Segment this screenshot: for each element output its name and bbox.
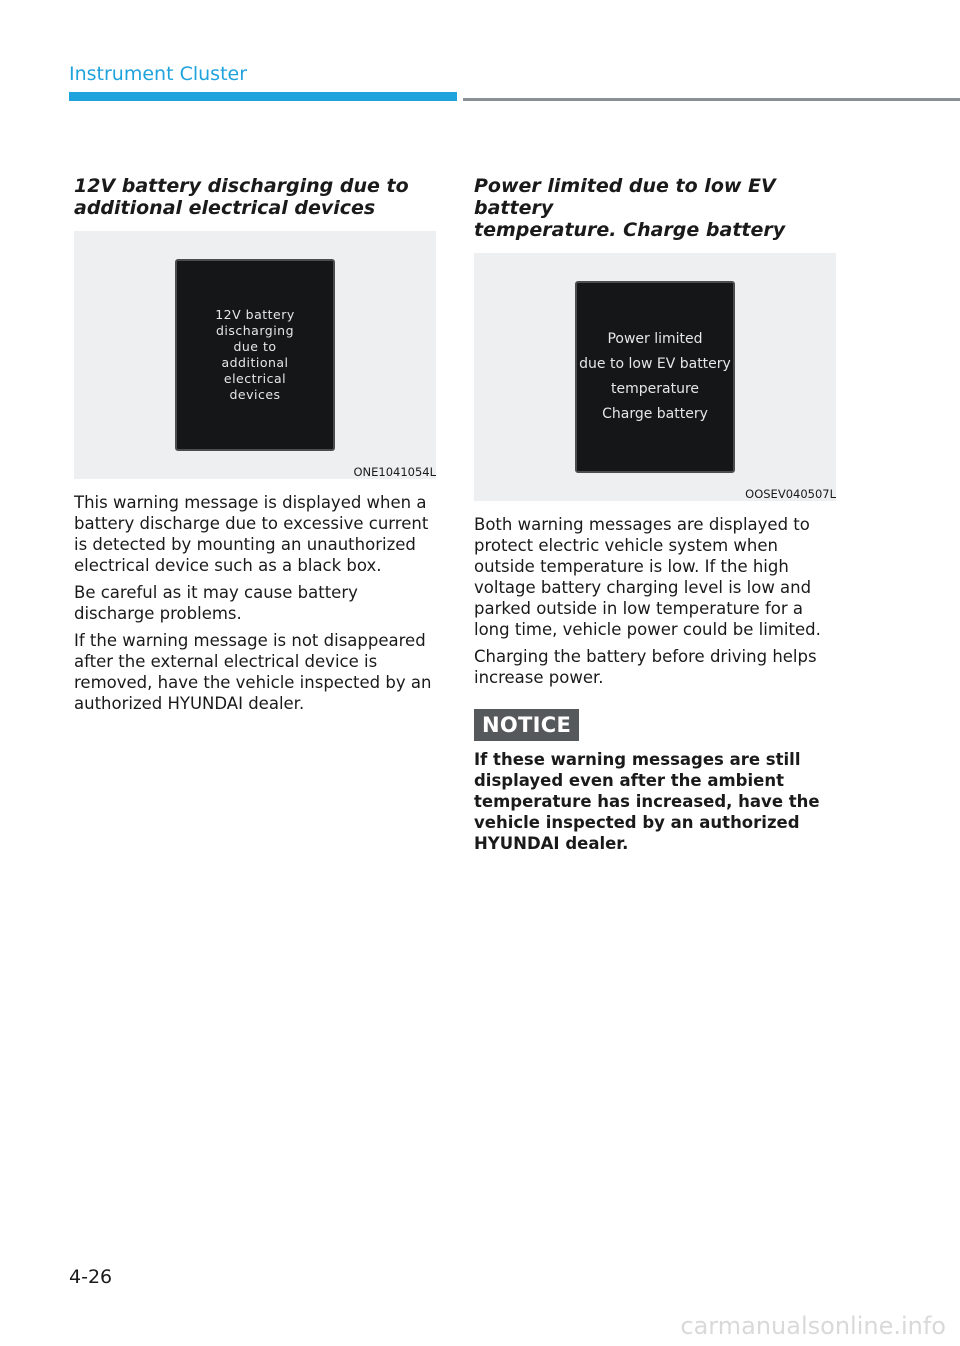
- cluster-message-line: electrical: [223, 371, 287, 386]
- notice-text: If these warning messages are still displayed even after the ambient temperature has increased, have the vehicle inspected by an authorized HYUNDAI dealer.: [474, 750, 820, 853]
- body-paragraph: Charging the battery before driving helps increase power.: [474, 647, 817, 687]
- right-figure: [474, 253, 836, 501]
- cluster-message-line: devices: [229, 387, 281, 402]
- right-heading-line1: Power limited due to low EV battery: [474, 175, 776, 219]
- cluster-message: [205, 307, 305, 403]
- right-heading: [474, 175, 836, 241]
- right-column: [474, 175, 836, 854]
- left-heading: [74, 175, 436, 219]
- cluster-message: [579, 327, 731, 427]
- cluster-display: [575, 281, 735, 473]
- page-number: 4-26: [69, 1266, 113, 1288]
- cluster-message-line: Power limited: [607, 331, 703, 347]
- left-column: [74, 175, 436, 714]
- cluster-message-line: discharging: [215, 323, 295, 338]
- header-accent-rule: [69, 92, 457, 101]
- body-paragraph: This warning message is displayed when a battery discharge due to excessive current is detected by mounting an unauthorized electrical device such as a black box.: [74, 493, 429, 575]
- figure-code: OOSEV040507L: [745, 487, 836, 501]
- figure-code: ONE1041054L: [353, 465, 436, 479]
- cluster-message-line: temperature: [611, 381, 699, 397]
- cluster-message-line: additional: [221, 355, 289, 370]
- cluster-message-line: 12V battery: [215, 307, 295, 322]
- cluster-message-line: due to low EV battery: [579, 356, 731, 372]
- notice-badge: NOTICE: [474, 709, 579, 741]
- watermark: carmanualsonline.info: [680, 1312, 946, 1340]
- cluster-message-line: due to: [233, 339, 277, 354]
- cluster-display: [175, 259, 335, 451]
- left-heading-line2: additional electrical devices: [74, 197, 376, 219]
- body-paragraph: If the warning message is not disappeared after the external electrical device is removed, have the vehicle inspected by an authorized HYUNDAI dealer.: [74, 631, 432, 713]
- body-paragraph: Both warning messages are displayed to protect electric vehicle system when outside temperature is low. If the high voltage battery charging level is low and parked outside in low temperature for a long time, vehicle power could be limited.: [474, 515, 821, 639]
- right-heading-line2: temperature. Charge battery: [474, 219, 786, 241]
- cluster-message-line: Charge battery: [602, 406, 708, 422]
- left-heading-line1: 12V battery discharging due to: [74, 175, 409, 197]
- section-title: Instrument Cluster: [69, 63, 248, 85]
- header-divider-rule: [463, 98, 960, 101]
- left-figure: [74, 231, 436, 479]
- body-paragraph: Be careful as it may cause battery discharge problems.: [74, 583, 358, 623]
